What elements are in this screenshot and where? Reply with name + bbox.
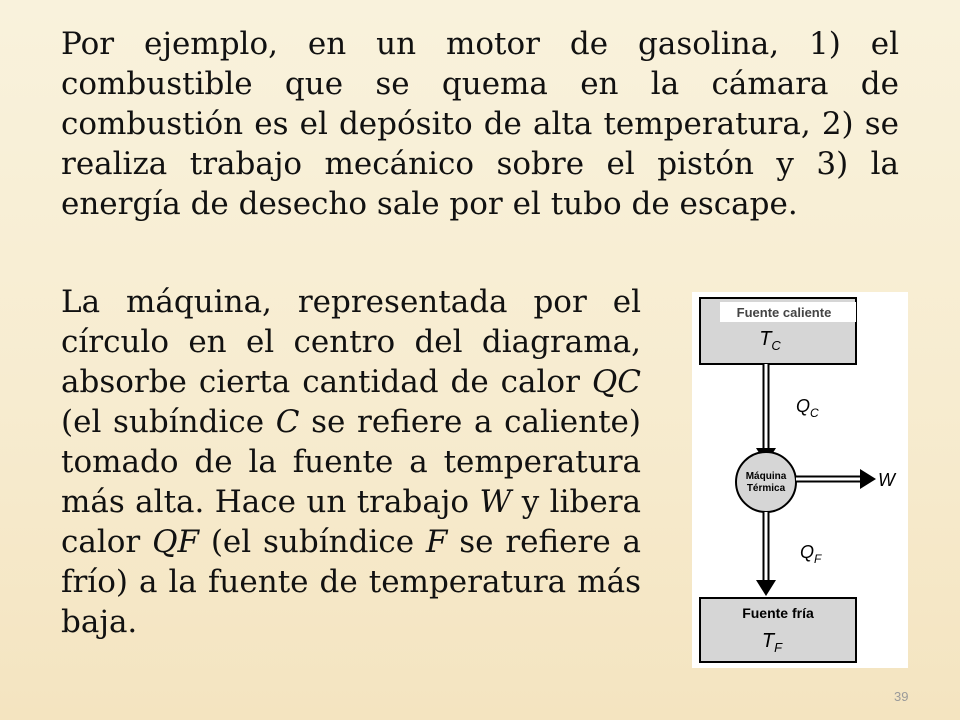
paragraph-machine-description bbox=[61, 282, 641, 642]
paragraph-2-text-2: (el subíndice bbox=[61, 404, 276, 440]
page-number: 39 bbox=[894, 689, 909, 704]
cold-reservoir-label: Fuente fría bbox=[742, 605, 814, 621]
heat-engine-diagram bbox=[692, 292, 908, 668]
paragraph-2-text-1: La máquina, representada por el círculo en el centro del diagrama, absorbe cierta cantidad de calor bbox=[61, 284, 641, 400]
qc-label: $Q_C$ bbox=[796, 396, 819, 420]
qf-label: $Q_F$ bbox=[800, 542, 822, 566]
work-arrow-head bbox=[860, 469, 876, 489]
paragraph-2-text-5: (el subíndice bbox=[199, 524, 426, 560]
qf-arrow-head bbox=[756, 580, 776, 596]
cold-temperature-symbol: $T_F$ bbox=[761, 630, 783, 655]
paragraph-2-text-3: se refiere a caliente) tomado de la fuente a temperatura más alta. Hace un trabajo bbox=[61, 404, 641, 520]
heat-engine-diagram-svg bbox=[692, 292, 908, 668]
symbol-qc: QC bbox=[591, 364, 641, 400]
work-label: W bbox=[878, 470, 895, 490]
machine-label-line2: Térmica bbox=[746, 483, 786, 494]
hot-temperature-symbol: $T_C$ bbox=[759, 328, 781, 353]
paragraph-1-text: Por ejemplo, en un motor de gasolina, 1) el combustible que se quema en la cámara de combustión es el depósito de alta temperatura, 2) se realiza trabajo mecánico sobre el pistón y 3) la energía de desecho sale por el tubo de escape. bbox=[61, 26, 899, 222]
paragraph-gasoline-engine bbox=[61, 24, 899, 224]
symbol-c: C bbox=[275, 404, 300, 440]
machine-label-line1: Máquina bbox=[745, 471, 787, 482]
paragraph-2-text-4: y libera calor bbox=[61, 484, 641, 560]
symbol-f: F bbox=[425, 524, 448, 560]
heat-engine-circle bbox=[736, 452, 796, 512]
symbol-w: W bbox=[479, 484, 512, 520]
paragraph-2-text-6: se refiere a frío) a la fuente de temperatura más baja. bbox=[61, 524, 642, 640]
symbol-qf: QF bbox=[152, 524, 200, 560]
hot-reservoir-label: Fuente caliente bbox=[736, 305, 832, 320]
